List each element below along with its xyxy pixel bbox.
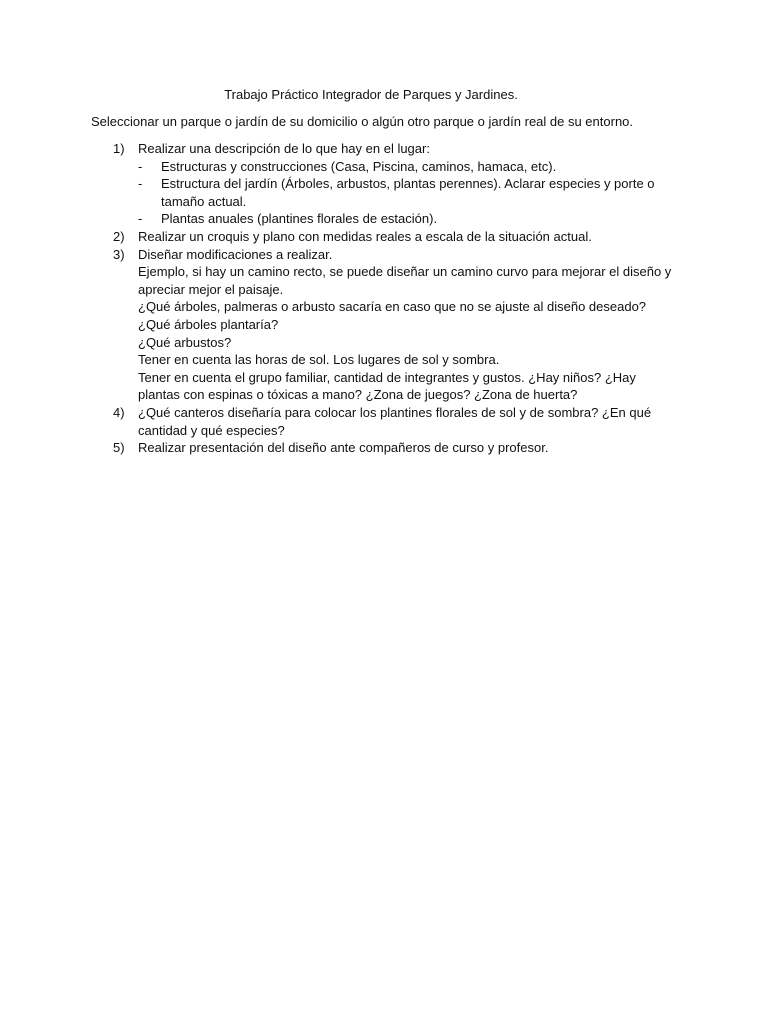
task-list — [0, 140, 768, 457]
sub-item-bullet: - — [138, 211, 143, 227]
item-line: Tener en cuenta el grupo familiar, cantidad de integrantes y gustos. ¿Hay niños? ¿Hay plantas con espinas o tóxicas a mano? ¿Zona de juegos? ¿Zona de huerta? — [138, 369, 636, 403]
item-text: Realizar una descripción de lo que hay en el lugar: — [138, 141, 430, 156]
list-item-1 — [0, 140, 678, 228]
sub-item — [138, 210, 678, 228]
document-title: Trabajo Práctico Integrador de Parques y Jardines. — [224, 87, 518, 102]
item-text: Diseñar modificaciones a realizar. — [138, 246, 333, 262]
sub-item — [138, 158, 678, 176]
sub-item — [138, 175, 678, 210]
item-line: ¿Qué árboles plantaría? — [138, 316, 279, 332]
item-text: ¿Qué canteros diseñaría para colocar los plantines florales de sol y de sombra? ¿En qué cantidad y qué especies? — [138, 404, 652, 438]
item-number: 4) — [113, 404, 125, 420]
sub-item-bullet: - — [138, 176, 143, 192]
list-item-5 — [0, 439, 678, 457]
item-line: Tener en cuenta las horas de sol. Los lugares de sol y sombra. — [138, 352, 500, 368]
list-item-4 — [0, 404, 678, 439]
document-intro: Seleccionar un parque o jardín de su domicilio o algún otro parque o jardín real de su entorno. — [91, 114, 634, 129]
item-line: ¿Qué árboles, palmeras o arbusto sacaría en caso que no se ajuste al diseño deseado? — [138, 299, 647, 315]
item-line: Ejemplo, si hay un camino recto, se puede diseñar un camino curvo para mejorar el diseño y apreciar mejor el paisaje. — [138, 264, 672, 297]
item-number: 2) — [113, 228, 125, 244]
item-number: 3) — [113, 246, 125, 262]
item-line: ¿Qué arbustos? — [138, 334, 232, 350]
sub-item-bullet: - — [138, 158, 143, 174]
sub-item-text: Plantas anuales (plantines florales de estación). — [161, 211, 438, 227]
item-text: Realizar un croquis y plano con medidas reales a escala de la situación actual. — [138, 228, 592, 244]
item-number: 1) — [113, 141, 125, 156]
item-text: Realizar presentación del diseño ante compañeros de curso y profesor. — [138, 440, 549, 456]
list-item-2 — [0, 228, 678, 246]
sub-item-text: Estructuras y construcciones (Casa, Piscina, caminos, hamaca, etc). — [161, 158, 557, 174]
sub-item-text: Estructura del jardín (Árboles, arbustos, plantas perennes). Aclarar especies y porte o tamaño actual. — [161, 176, 655, 209]
list-item-3 — [0, 246, 678, 404]
item-number: 5) — [113, 440, 125, 456]
